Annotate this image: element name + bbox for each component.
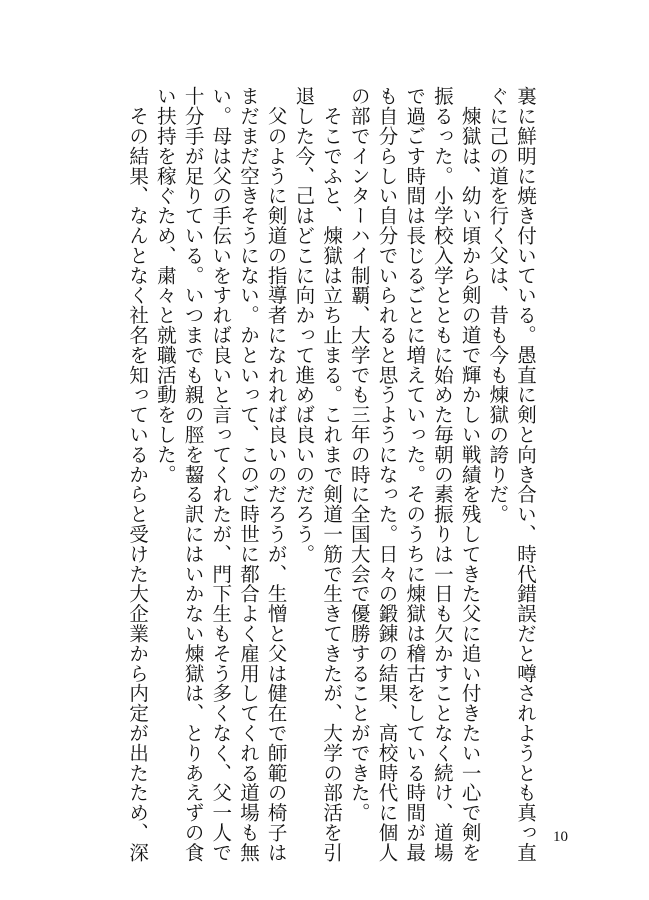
text-line-6: も自分らしい自分でいられると思うようになった。日々の鍛錬の結果、高校時代に個人	[375, 86, 399, 863]
text-line-9: 退した今、己はどこに向かって進めば良いのだろう。	[292, 86, 316, 564]
text-line-2: ぐに己の道を行く父は、昔も今も煉獄の誇りだ。	[486, 86, 510, 524]
text-line-3: 煉獄は、幼い頃から剣の道で輝かしい戦績を残してきた父に追い付きたい一心で剣を	[458, 86, 482, 863]
vertical-text-body	[99, 86, 539, 863]
text-line-8: そこでふと、煉獄は立ち止まる。これまで剣道一筋で生きてきたが、大学の部活を引	[320, 86, 344, 863]
text-line-15: その結果、なんとなく社名を知っているからと受けた大企業から内定が出たため、深	[126, 86, 150, 863]
text-line-14: い扶持を稼ぐため、粛々と就職活動をした。	[153, 86, 177, 484]
page-number: 10	[553, 829, 568, 845]
text-line-4: 振るった。小学校入学とともに始めた毎朝の素振りは一日も欠かすことなく続け、道場	[430, 86, 454, 863]
text-line-13: 十分手が足りている。いつまでも親の脛を齧る訳にはいかない煉獄は、とりあえずの食	[181, 86, 205, 863]
text-line-7: の部でインターハイ制覇、大学でも三年の時に全国大会で優勝することができた。	[347, 86, 371, 823]
text-line-12: い。母は父の手伝いをすれば良いと言ってくれたが、門下生もそう多くなく、父一人で	[209, 86, 233, 863]
text-line-11: まだまだ空きそうにない。かといって、このご時世に都合よく雇用してくれる道場も無	[236, 86, 260, 863]
text-line-5: で過ごす時間は長じるごとに増えていった。そのうちに煉獄は稽古をしている時間が最	[403, 86, 427, 863]
text-line-10: 父のように剣道の指導者になれれば良いのだろうが、生憎と父は健在で師範の椅子は	[264, 86, 288, 863]
text-line-1: 裏に鮮明に焼き付いている。愚直に剣と向き合い、時代錯誤だと噂されようとも真っ直	[514, 86, 537, 863]
